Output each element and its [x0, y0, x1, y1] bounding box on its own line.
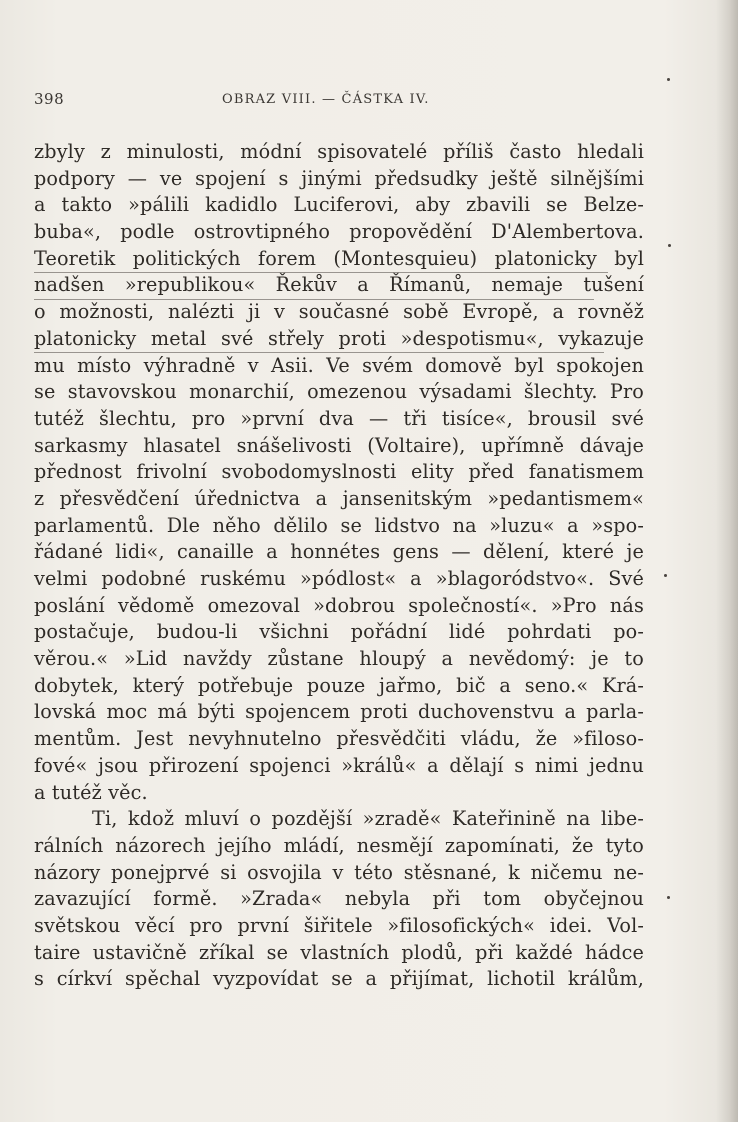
- pencil-underline: [34, 272, 608, 273]
- text-line: řádané lidi«, canaille a honnétes gens — dělení, které je: [34, 540, 644, 564]
- text-line: taire ustavičně zříkal se vlastních plodů, při každé hádce: [34, 940, 644, 964]
- text-line: velmi podobné ruskému »pódlost« a »blagoródstvo«. Své: [34, 567, 644, 590]
- text-line: fové« jsou přirození spojenci »králů« a dělají s nimi jednu: [34, 753, 644, 777]
- text-line: nadšen »republikou« Řekův a Římanů, nemaje tušení: [34, 273, 644, 297]
- text-line: tutéž šlechtu, pro »první dva — tři tisíce«, brousil své: [34, 406, 644, 430]
- text-line: platonicky metal své střely proti »despotismu«, vykazuje: [34, 326, 644, 350]
- text-line: věrou.« »Lid navždy zůstane hloupý a nevědomý: je to: [34, 647, 644, 671]
- text-line: s církví spěchal vyzpovídat se a přijímat, lichotil králům,: [34, 967, 644, 991]
- text-line: názory ponejprvé si osvojila v této stěsnané, k ničemu ne-: [34, 860, 644, 884]
- text-line: rálních názorech jejího mládí, nesmějí zapomínati, že tyto: [34, 833, 644, 857]
- body-text: [34, 139, 644, 993]
- pencil-underline: [34, 299, 594, 300]
- text-line: lovská moc má býti spojencem proti duchovenstvu a parla-: [34, 700, 644, 724]
- text-line: a tutéž věc.: [34, 780, 148, 804]
- text-line: postačuje, budou-li všichni pořádní lidé pohrdati po-: [34, 620, 644, 644]
- text-line: z přesvědčení úřednictva a jansenitským »pedantismem«: [34, 486, 644, 510]
- text-line: se stavovskou monarchií, omezenou výsadami šlechty. Pro: [34, 380, 644, 404]
- text-line: zbyly z minulosti, módní spisovatelé příliš často hledali: [34, 140, 644, 163]
- margin-dot: [667, 78, 670, 81]
- text-line: sarkasmy hlasatel snášelivosti (Voltaire), upřímně dávaje: [34, 433, 644, 457]
- page-gutter-shadow: [716, 0, 738, 1122]
- text-line: zavazující formě. »Zrada« nebyla při tom obyčejnou: [34, 887, 644, 911]
- text-line: podpory — ve spojení s jinými předsudky ještě silnějšími: [34, 166, 644, 190]
- text-line: přednost frivolní svobodomyslnosti elity před fanatismem: [34, 460, 644, 484]
- text-line: mentům. Jest nevyhnutelno přesvědčiti vládu, že »filoso-: [34, 727, 644, 751]
- text-line: Ti, kdož mluví o pozdější »zradě« Kateřinině na libe-: [92, 807, 644, 831]
- margin-dot: [668, 244, 671, 247]
- text-line: světskou věcí pro první šiřitele »filosofických« idei. Vol-: [34, 913, 644, 937]
- pencil-underline: [34, 352, 604, 353]
- text-line: buba«, podle ostrovtipného propovědění D'Alembertova.: [34, 220, 644, 244]
- text-line: parlamentů. Dle něho dělilo se lidstvo na »luzu« a »spo-: [34, 513, 644, 537]
- text-line: Teoretik politických forem (Montesquieu) platonicky byl: [34, 246, 644, 270]
- page-number: 398: [34, 90, 65, 108]
- margin-dot: [667, 896, 670, 899]
- text-line: o možnosti, nalézti ji v současné sobě Evropě, a rovněž: [34, 300, 644, 324]
- text-line: a takto »pálili kadidlo Luciferovi, aby zbavili se Belze-: [34, 193, 644, 217]
- page-header: [34, 90, 654, 112]
- text-line: mu místo výhradně v Asii. Ve svém domově byl spokojen: [34, 353, 644, 377]
- margin-dot: [664, 574, 667, 577]
- text-line: dobytek, který potřebuje pouze jařmo, bič a seno.« Krá-: [34, 673, 644, 697]
- running-head: OBRAZ VIII. — ČÁSTKA IV.: [222, 92, 430, 107]
- text-line: poslání vědomě omezoval »dobrou společností«. »Pro nás: [34, 593, 644, 617]
